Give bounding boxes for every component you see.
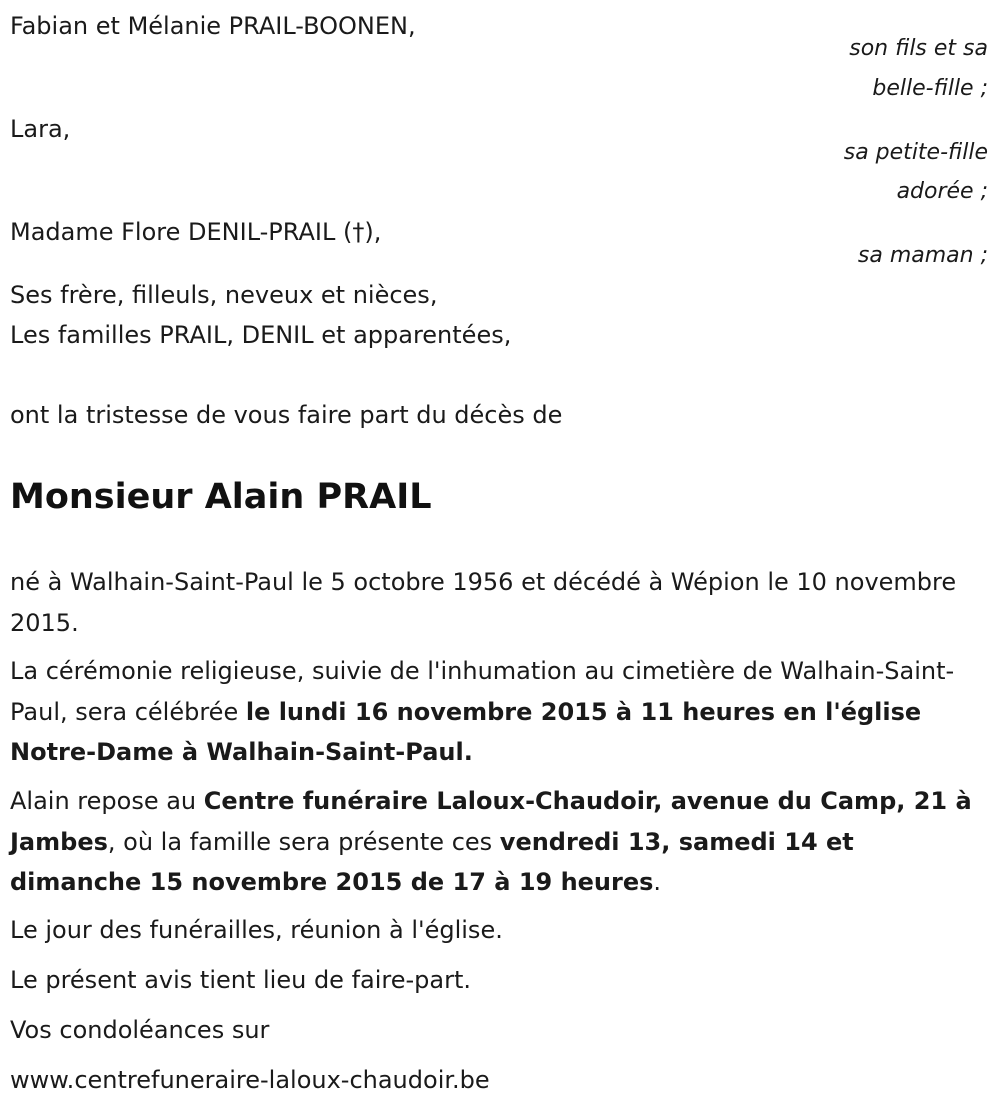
family-name-mother: Madame Flore DENIL-PRAIL (†),	[10, 218, 382, 246]
relation-mother: sa maman ;	[857, 243, 988, 268]
others-line-2: Les familles PRAIL, DENIL et apparentées,	[10, 321, 512, 349]
repose-paragraph	[10, 781, 985, 903]
family-name-granddaughter: Lara,	[10, 115, 71, 143]
reunion-text: Le jour des funérailles, réunion à l'église.	[10, 916, 503, 944]
family-name-son: Fabian et Mélanie PRAIL-BOONEN,	[10, 12, 416, 40]
repose-text-2: , où la famille sera présente ces	[107, 827, 500, 856]
others-line-1: Ses frère, filleuls, neveux et nièces,	[10, 281, 438, 309]
condolences-website-link[interactable]: www.centrefuneraire-laloux-chaudoir.be	[10, 1066, 490, 1094]
relation-son-line2: belle-fille ;	[872, 76, 988, 101]
repose-location: Centre funéraire Laloux-Chaudoir, avenue du Camp, 21 à Jambes	[10, 787, 972, 856]
ceremony-paragraph	[10, 651, 985, 773]
birth-death-text: né à Walhain-Saint-Paul le 5 octobre 1956 et décédé à Wépion le 10 novembre 2015.	[10, 568, 957, 637]
relation-granddaughter-line1: sa petite-fille	[843, 140, 988, 165]
deceased-name: Monsieur Alain PRAIL	[10, 477, 432, 517]
relation-son-line1: son fils et sa	[849, 36, 988, 61]
visiting-hours: vendredi 13, samedi 14 et dimanche 15 novembre 2015 de 17 à 19 heures	[10, 827, 854, 896]
relation-granddaughter-line2: adorée ;	[896, 179, 988, 204]
repose-text-1: Alain repose au	[10, 787, 204, 815]
ceremony-text: La cérémonie religieuse, suivie de l'inhumation au cimetière de Walhain-Saint-Paul, sera célébrée	[10, 657, 955, 726]
notice-text: Le présent avis tient lieu de faire-part.	[10, 966, 472, 994]
ceremony-date-place: le lundi 16 novembre 2015 à 11 heures en l'église Notre-Dame à Walhain-Saint-Paul.	[10, 697, 922, 766]
condolences-label: Vos condoléances sur	[10, 1016, 270, 1044]
repose-text-3: .	[653, 868, 662, 896]
announcement-intro: ont la tristesse de vous faire part du décès de	[10, 401, 563, 429]
